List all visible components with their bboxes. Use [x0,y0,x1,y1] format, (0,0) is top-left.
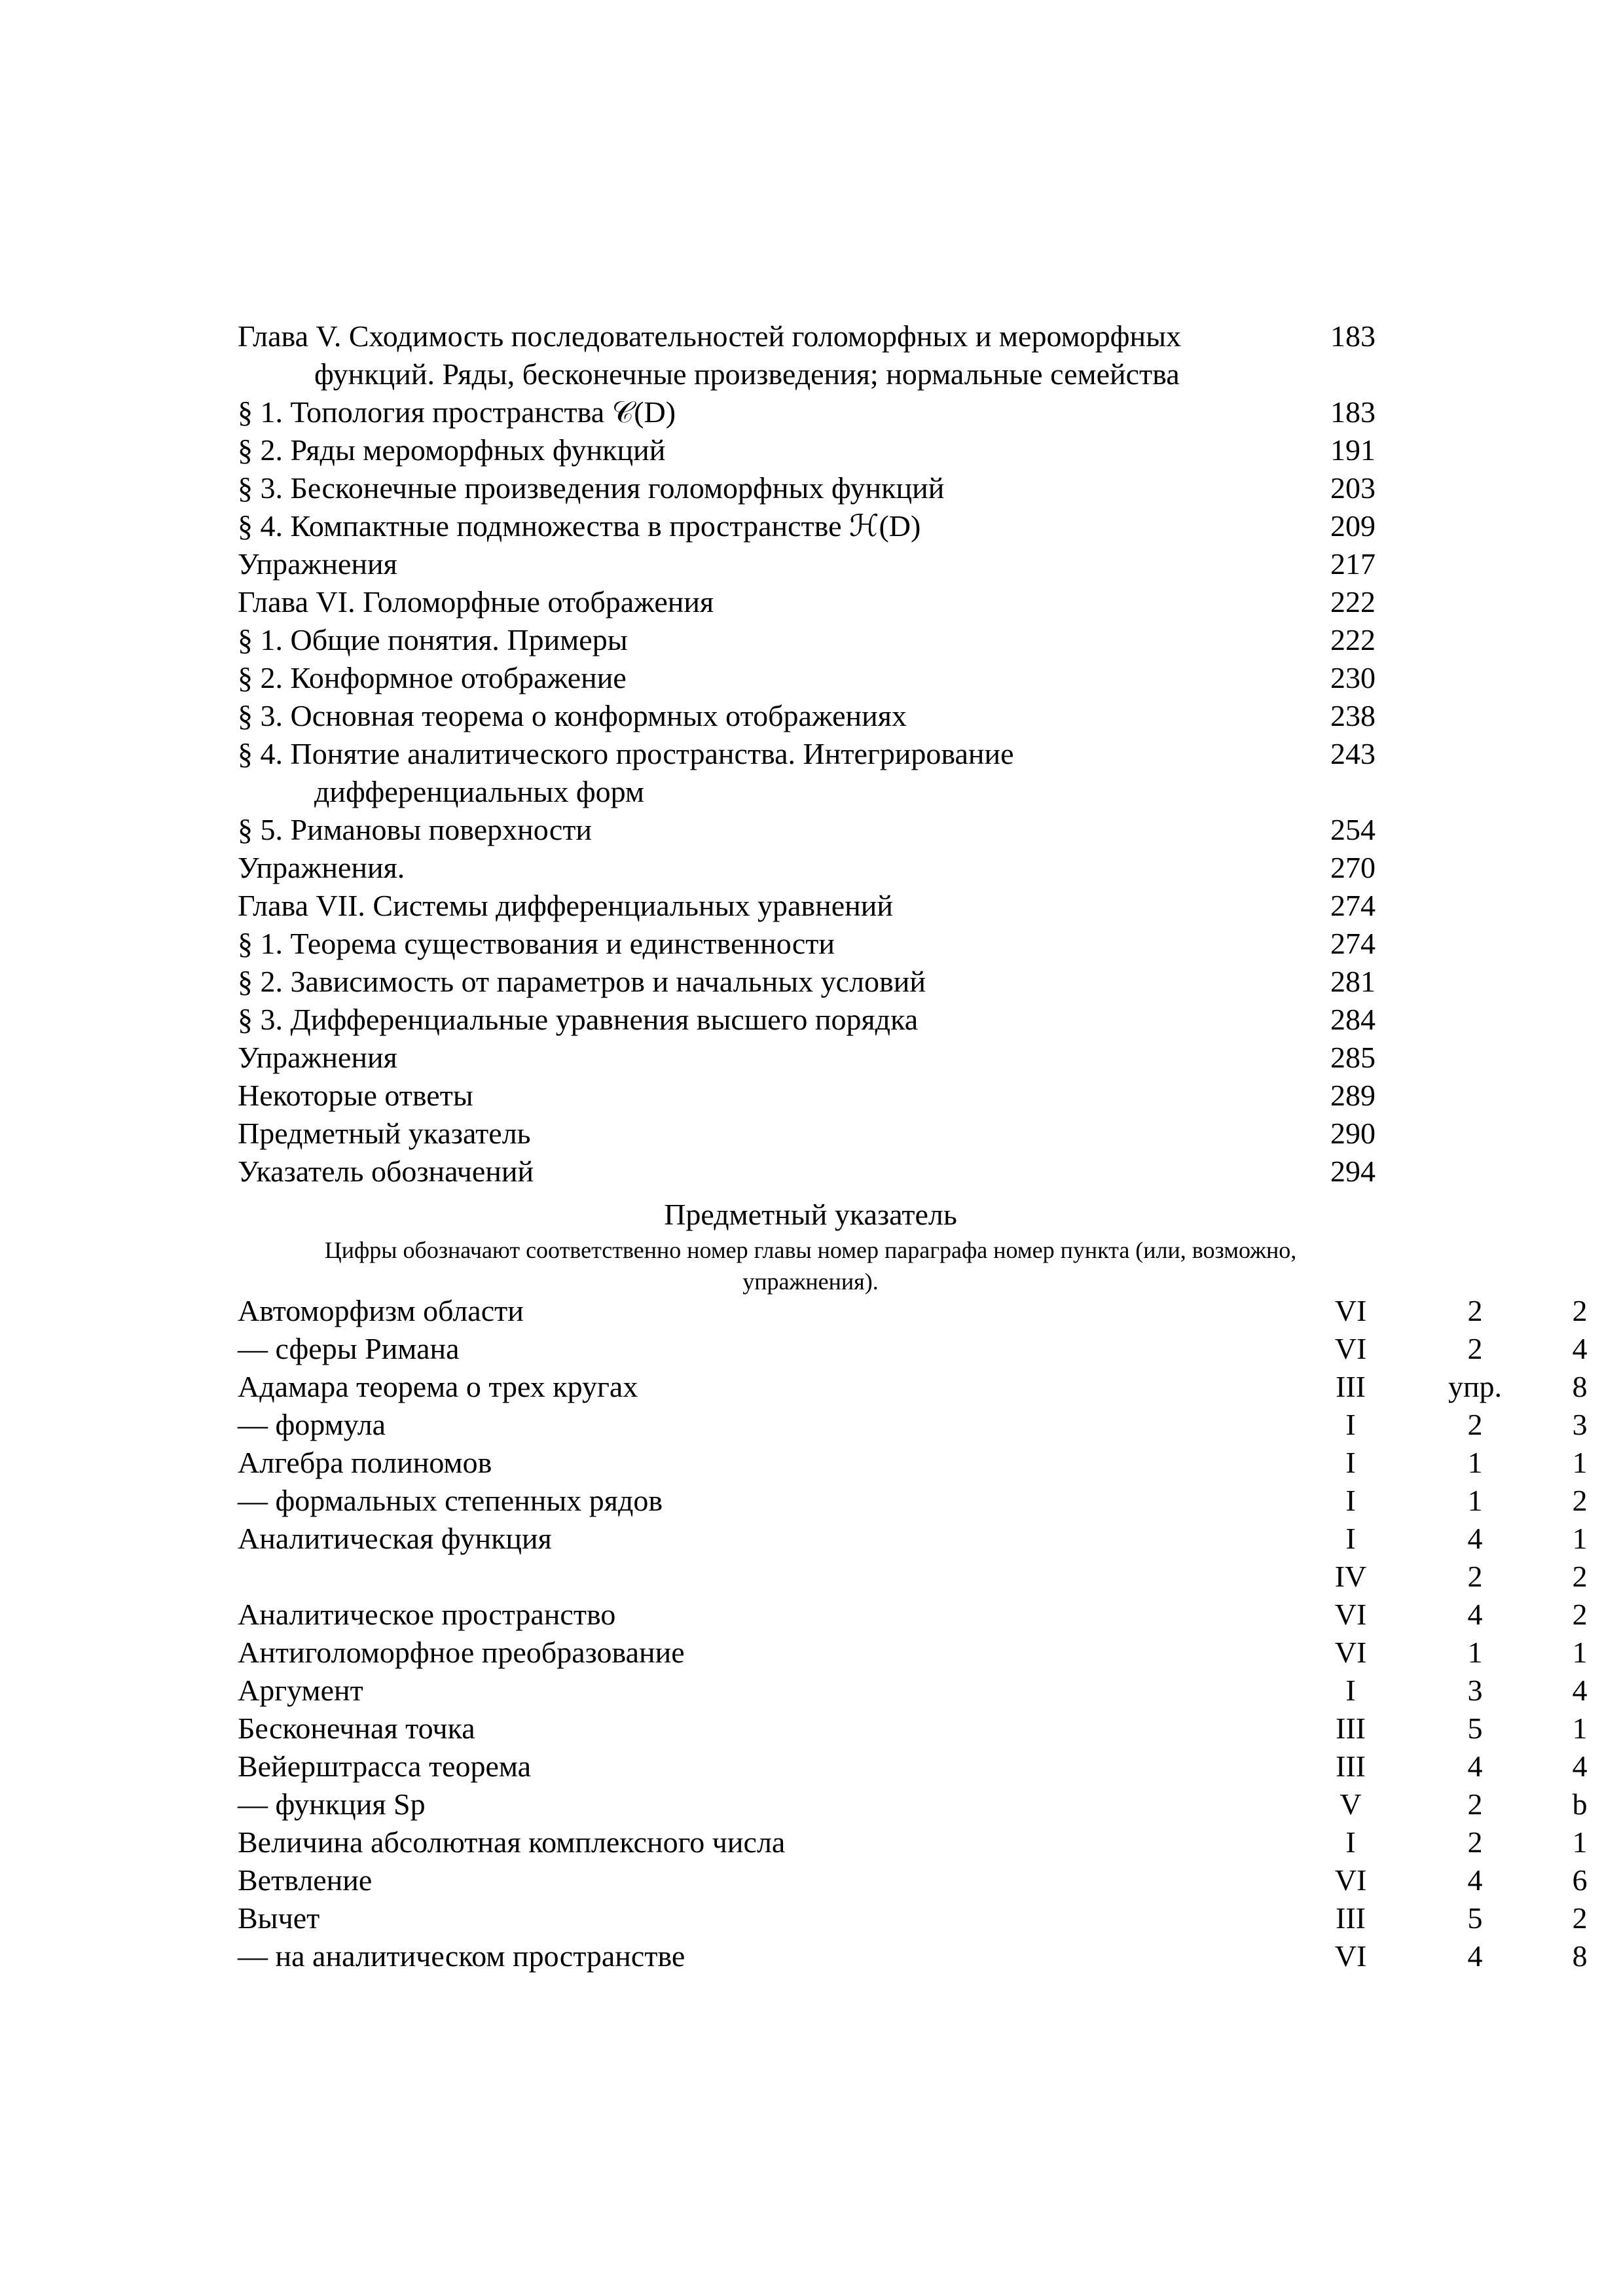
toc-entry-continuation: дифференциальных форм [314,775,645,808]
index-chapter: III [1336,1901,1366,1935]
index-row [238,1520,1588,1558]
toc-entry-page: 183 [1330,319,1376,353]
index-chapter: VI [1334,1332,1367,1365]
toc-entry-title: § 1. Топология пространства 𝒞(D) [238,395,676,429]
index-section: 4 [1467,1749,1483,1783]
toc-entry-page: 285 [1330,1041,1376,1074]
toc-entry-page: 183 [1330,395,1376,429]
index-term: Ветвление [238,1863,373,1897]
index-section: 4 [1467,1939,1483,1973]
index-heading: Предметный указатель [664,1198,957,1231]
index-item: 1 [1572,1446,1588,1479]
index-row [238,1558,1588,1596]
index-chapter: I [1345,1484,1356,1517]
index-row [238,1672,1588,1710]
index-item: 2 [1572,1484,1588,1517]
index-row [238,1823,1588,1861]
index-term: Вычет [238,1901,320,1935]
toc-entry [238,925,1383,963]
toc-entry-title: § 3. Бесконечные произведения голоморфных функций [238,471,945,505]
toc-entry-title: § 2. Ряды мероморфных функций [238,433,666,467]
index-section: 3 [1467,1674,1483,1707]
toc-entry-title: Глава VI. Голоморфные отображения [238,585,714,619]
toc-entry-page: 281 [1330,965,1376,998]
index-item: 1 [1572,1825,1588,1859]
toc-entry-title: Указатель обозначений [238,1155,534,1188]
index-row [238,1861,1588,1899]
index-item: 3 [1572,1408,1588,1441]
toc-entry [238,507,1383,545]
index-term: — формальных степенных рядов [238,1484,663,1517]
toc-entry [238,545,1383,583]
index-chapter: VI [1334,1863,1367,1897]
toc-entry [238,659,1383,697]
index-section: 5 [1467,1901,1483,1935]
index-item: 8 [1572,1370,1588,1403]
toc-entry [238,1039,1383,1077]
toc-entry-title: § 2. Конформное отображение [238,661,627,694]
toc-entry-continuation: функций. Ряды, бесконечные произведения; нормальные семейства [314,357,1180,391]
subject-index [238,1292,1588,1975]
index-term: Автоморфизм области [238,1294,524,1327]
toc-entry-page: 289 [1330,1079,1376,1112]
index-term: Аналитическое пространство [238,1598,616,1631]
index-chapter: I [1345,1522,1356,1555]
index-chapter: VI [1334,1294,1367,1327]
index-row [238,1406,1588,1444]
index-item: b [1572,1787,1588,1821]
index-row [238,1899,1588,1937]
toc-entry-title: § 3. Основная теорема о конформных отображениях [238,699,907,732]
toc-entry [238,887,1383,925]
index-item: 4 [1572,1749,1588,1783]
index-row [238,1368,1588,1406]
index-item: 4 [1572,1332,1588,1365]
index-section: 2 [1467,1825,1483,1859]
toc-entry-title: § 1. Общие понятия. Примеры [238,623,628,656]
toc-entry-page: 284 [1330,1003,1376,1036]
toc-entry [238,811,1383,849]
toc-entry-title: § 2. Зависимость от параметров и начальных условий [238,965,926,998]
index-term: Бесконечная точка [238,1712,475,1745]
index-chapter: I [1345,1408,1356,1441]
index-chapter: III [1336,1370,1366,1403]
toc-entry [238,393,1383,431]
index-section: 2 [1467,1408,1483,1441]
index-section: 4 [1467,1522,1483,1555]
index-section: упр. [1448,1370,1503,1403]
toc-entry-title: § 5. Римановы поверхности [238,813,593,846]
index-note [238,1234,1383,1297]
toc-entry-page: 270 [1330,851,1376,884]
toc-entry-page: 217 [1330,547,1376,581]
index-term: — формула [238,1408,386,1441]
index-item: 1 [1572,1636,1588,1669]
index-term: — на аналитическом пространстве [238,1939,685,1973]
index-term: Величина абсолютная комплексного числа [238,1825,786,1859]
index-section: 2 [1467,1332,1483,1365]
index-item: 1 [1572,1522,1588,1555]
index-term: Адамара теорема о трех кругах [238,1370,638,1403]
index-chapter: I [1345,1446,1356,1479]
index-term: Аргумент [238,1674,363,1707]
toc-entry-page: 294 [1330,1155,1376,1188]
index-section: 4 [1467,1863,1483,1897]
index-note-line-1: Цифры обозначают соответственно номер главы номер параграфа номер пункта (или, возможно, [324,1237,1297,1263]
index-term: — сферы Римана [238,1332,460,1365]
toc-entry-title: Упражнения [238,547,397,581]
index-term: Алгебра полиномов [238,1446,492,1479]
index-row [238,1292,1588,1330]
index-section: 2 [1467,1787,1483,1821]
toc-entry [238,431,1383,469]
toc-entry-title: Упражнения [238,1041,397,1074]
index-item: 2 [1572,1560,1588,1593]
index-term: — функция Sp [238,1787,426,1821]
toc-entry [238,1115,1383,1153]
toc-entry-title: Некоторые ответы [238,1079,473,1112]
index-section: 1 [1467,1636,1483,1669]
index-section: 1 [1467,1446,1483,1479]
toc-entry [238,849,1383,887]
toc-entry [238,1153,1383,1191]
toc-entry-page: 209 [1330,509,1376,543]
toc-entry [238,697,1383,735]
index-chapter: V [1340,1787,1362,1821]
index-chapter: I [1345,1674,1356,1707]
toc-entry-title: § 4. Компактные подмножества в пространстве ℋ(D) [238,509,921,543]
toc-entry-page: 274 [1330,927,1376,960]
index-chapter: IV [1334,1560,1367,1593]
index-section: 2 [1467,1294,1483,1327]
index-item: 1 [1572,1712,1588,1745]
toc-entry [238,469,1383,507]
toc-entry-page: 254 [1330,813,1376,846]
index-term: Аналитическая функция [238,1522,552,1555]
index-chapter: III [1336,1712,1366,1745]
toc-entry [238,583,1383,621]
toc-entry [238,963,1383,1001]
index-section: 5 [1467,1712,1483,1745]
toc-entry-page: 191 [1330,433,1376,467]
index-row [238,1444,1588,1482]
toc-entry-page: 290 [1330,1117,1376,1150]
index-row [238,1482,1588,1520]
index-section: 2 [1467,1560,1483,1593]
toc-entry-title: Предметный указатель [238,1117,531,1150]
index-item: 2 [1572,1294,1588,1327]
index-item: 2 [1572,1598,1588,1631]
index-row [238,1937,1588,1975]
index-item: 2 [1572,1901,1588,1935]
toc-entry-page: 230 [1330,661,1376,694]
toc-entry-page: 222 [1330,585,1376,619]
index-row [238,1710,1588,1748]
toc-entry-page: 222 [1330,623,1376,656]
index-chapter: VI [1334,1636,1367,1669]
toc-entry [238,317,1383,393]
toc-entry-page: 238 [1330,699,1376,732]
toc-entry-page: 243 [1330,737,1376,770]
index-item: 8 [1572,1939,1588,1973]
toc-entry-title: Глава VII. Системы дифференциальных уравнений [238,889,893,922]
toc-entry-title: Глава V. Сходимость последовательностей голоморфных и мероморфных [238,319,1182,353]
index-section: 4 [1467,1598,1483,1631]
toc-entry-page: 203 [1330,471,1376,505]
index-term: Антиголоморфное преобразование [238,1636,685,1669]
index-row [238,1596,1588,1634]
toc-entry [238,621,1383,659]
toc-entry-page: 274 [1330,889,1376,922]
index-chapter: I [1345,1825,1356,1859]
toc-entry [238,1077,1383,1115]
index-row [238,1748,1588,1785]
index-chapter: III [1336,1749,1366,1783]
toc-entry-title: § 3. Дифференциальные уравнения высшего порядка [238,1003,919,1036]
index-row [238,1330,1588,1368]
index-term: Вейерштрасса теорема [238,1749,532,1783]
index-chapter: VI [1334,1598,1367,1631]
toc-entry-title: § 4. Понятие аналитического пространства. Интегрирование [238,737,1014,770]
index-row [238,1785,1588,1823]
index-row [238,1634,1588,1672]
index-chapter: VI [1334,1939,1367,1973]
table-of-contents [238,317,1383,1191]
index-item: 6 [1572,1863,1588,1897]
toc-entry [238,735,1383,811]
index-item: 4 [1572,1674,1588,1707]
toc-entry [238,1001,1383,1039]
toc-entry-title: § 1. Теорема существования и единственности [238,927,835,960]
index-note-line-2: упражнения). [742,1268,879,1295]
index-section: 1 [1467,1484,1483,1517]
toc-entry-title: Упражнения. [238,851,405,884]
